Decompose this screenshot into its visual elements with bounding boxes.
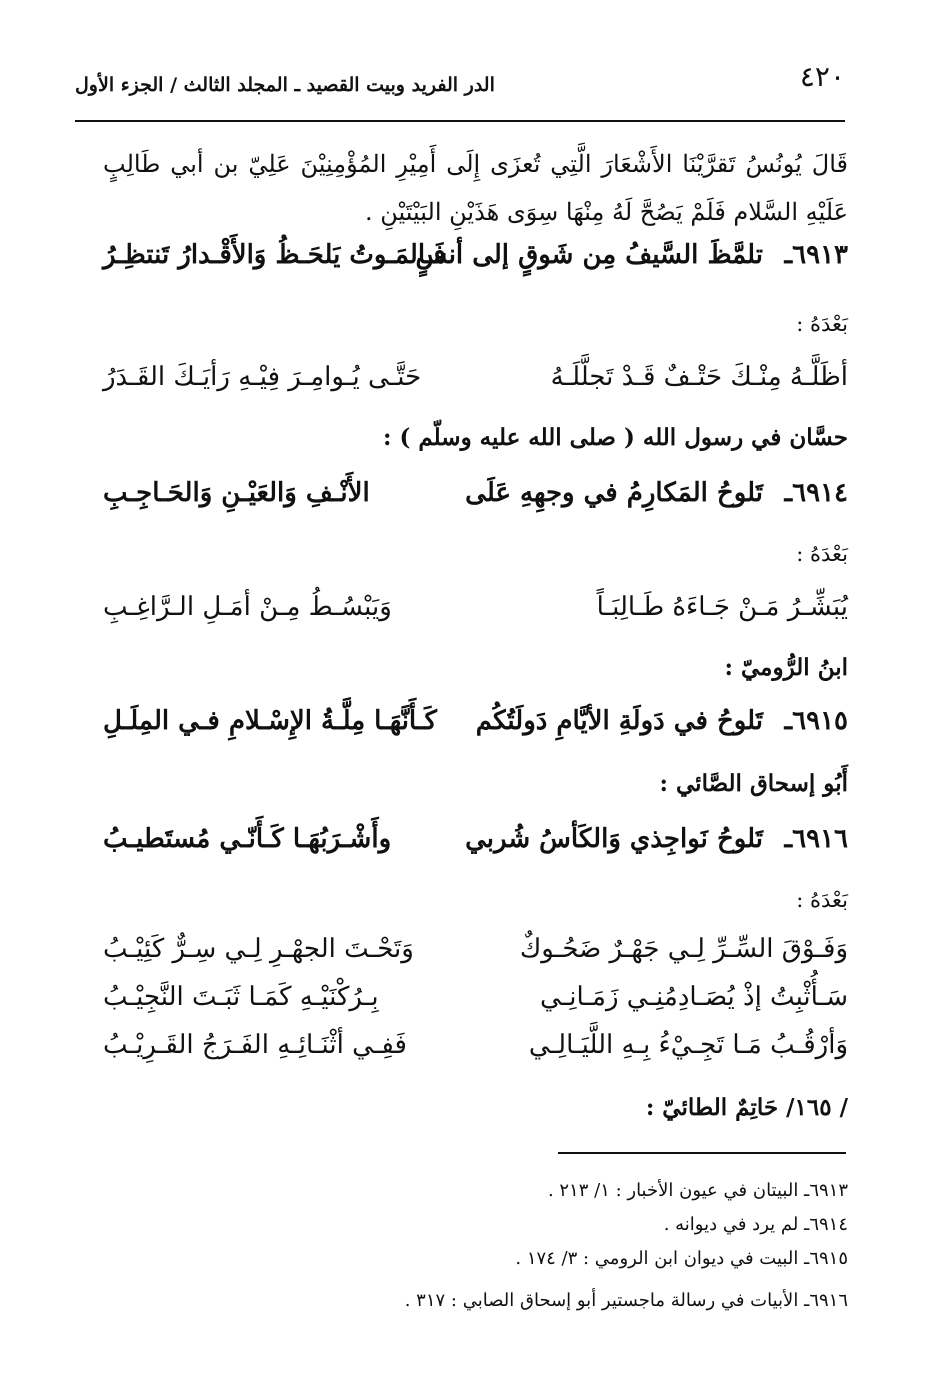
first-hemistich: تَلوحُ نَواجِذي وَالكَأسُ شُربي <box>465 824 763 854</box>
header-rule <box>75 120 845 122</box>
after-label <box>103 882 848 932</box>
verse-6916 <box>103 824 848 874</box>
verse-number: ٦٩١٣ـ <box>784 240 848 270</box>
poet-name: ابنُ الرُّوميّ : <box>724 654 848 681</box>
verse-continuation <box>103 362 848 412</box>
second-hemistich: فَـالمَـوتُ يَلحَـظُ وَالأَقْـدارُ تَنتظِـرُ <box>103 240 446 270</box>
first-hemistich: وَأرْقُـبُ مَـا تَجِـيْءُ بِـهِ اللَّيَـالِـي <box>528 1030 848 1060</box>
first-hemistich: تَلوحُ المَكارِمُ في وجهِهِ عَلَى <box>465 478 763 508</box>
first-hemistich: وَفَـوْقَ السِّـرِّ لِـي جَهْـرٌ ضَحُـوكٌ <box>519 934 848 964</box>
poet-heading <box>103 650 848 700</box>
verse-continuation <box>103 982 848 1032</box>
second-hemistich: حَتَّـى يُـوامِـرَ فِيْـهِ رَأيَـكَ القَـدَرُ <box>103 362 422 392</box>
first-hemistich: سَـأُثْبِتُ إذْ يُصَـادِمُنِـي زَمَـانِـي <box>539 982 848 1012</box>
poet-heading <box>103 766 848 816</box>
verse-number: ٦٩١٤ـ <box>784 478 848 508</box>
after-text: بَعْدَهُ : <box>796 542 848 566</box>
first-hemistich: أظَلَّـهُ مِنْـكَ حَتْـفٌ قَـدْ تَجلَّلَـهُ <box>550 362 848 392</box>
poet-name: / ١٦٥/ حَاتِمٌ الطائيّ : <box>645 1094 848 1121</box>
after-text: بَعْدَهُ : <box>796 888 848 912</box>
verse-6914 <box>103 478 848 528</box>
intro-paragraph: قَالَ يُونُسُ تَقرَّيْنَا الأَشْعَارَ الَّتِي تُعزَى إِلَى أَمِيْرِ المُؤْمِنِيْنَ عَلِيّ بن أبي طَالِبٍ عَلَيْهِ السَّلام فَلَمْ يَصُحَّ لَهُ مِنْهَا سِوَى هَذَيْنِ البَيْتَيْنِ . <box>103 150 848 226</box>
poet-name: أَبُو إسحاق الصَّائي : <box>659 770 848 797</box>
verse-number: ٦٩١٦ـ <box>784 824 848 854</box>
first-hemistich: تَلوحُ في دَولَةِ الأيَّامِ دَولَتُكُم <box>475 706 763 736</box>
second-hemistich: وَيَبْسُـطُ مِـنْ أمَـلِ الـرَّاغِـبِ <box>103 592 392 622</box>
poet-heading <box>103 1090 848 1140</box>
first-hemistich: تلمَّظَ السَّيفُ مِن شَوقٍ إلى أنسٍ <box>415 240 763 270</box>
after-label <box>103 536 848 586</box>
verse-continuation <box>103 934 848 984</box>
second-hemistich: وأَشْـرَبُهَـا كَـأَنّـي مُستَطيـبُ <box>103 824 392 854</box>
second-hemistich: وَتَحْـتَ الجهْـرِ لِـي سِـرٌّ كَئِيْـبُ <box>103 934 414 964</box>
footnote-rule <box>558 1152 846 1154</box>
second-hemistich: فَفِـي أثْنَـائِـهِ الفَـرَجُ القَـرِيْـبُ <box>103 1030 407 1060</box>
poet-heading <box>103 420 848 470</box>
verse-6915 <box>103 706 848 756</box>
verse-continuation <box>103 1030 848 1080</box>
page-number: ٤٢٠ <box>799 60 845 93</box>
footnote: ٦٩١٤ـ لم يرد في ديوانه . <box>663 1214 848 1235</box>
verse-continuation <box>103 592 848 642</box>
first-hemistich: يُبَشِّـرُ مَـنْ جَـاءَهُ طَـالِبَـاً <box>596 592 848 622</box>
second-hemistich: الأَنْـفِ وَالعَيْـنِ وَالحَـاجِـبِ <box>103 478 370 508</box>
verse-number: ٦٩١٥ـ <box>784 706 848 736</box>
verse-6913 <box>103 240 848 290</box>
after-text: بَعْدَهُ : <box>796 312 848 336</box>
poet-name: حسَّان في رسول الله ( صلى الله عليه وسلّم ) : <box>382 424 848 451</box>
second-hemistich: بِـرُكْنَيْـهِ كَمَـا ثَبَـتَ النَّجِيْـبُ <box>103 982 379 1012</box>
second-hemistich: كَـأَنَّهَـا مِلَّـةُ الإِسْـلامِ فـي المِلَـلِ <box>103 706 437 736</box>
footnote: ٦٩١٣ـ البيتان في عيون الأخبار : ١/ ٢١٣ . <box>547 1180 848 1201</box>
running-title: الدر الفريد وبيت القصيد ـ المجلد الثالث / الجزء الأول <box>75 74 495 96</box>
after-label <box>103 306 848 356</box>
footnote: ٦٩١٦ـ الأبيات في رسالة ماجستير أبو إسحاق الصابي : ٣١٧ . <box>404 1290 848 1311</box>
footnote: ٦٩١٥ـ البيت في ديوان ابن الرومي : ٣/ ١٧٤ . <box>515 1248 848 1269</box>
